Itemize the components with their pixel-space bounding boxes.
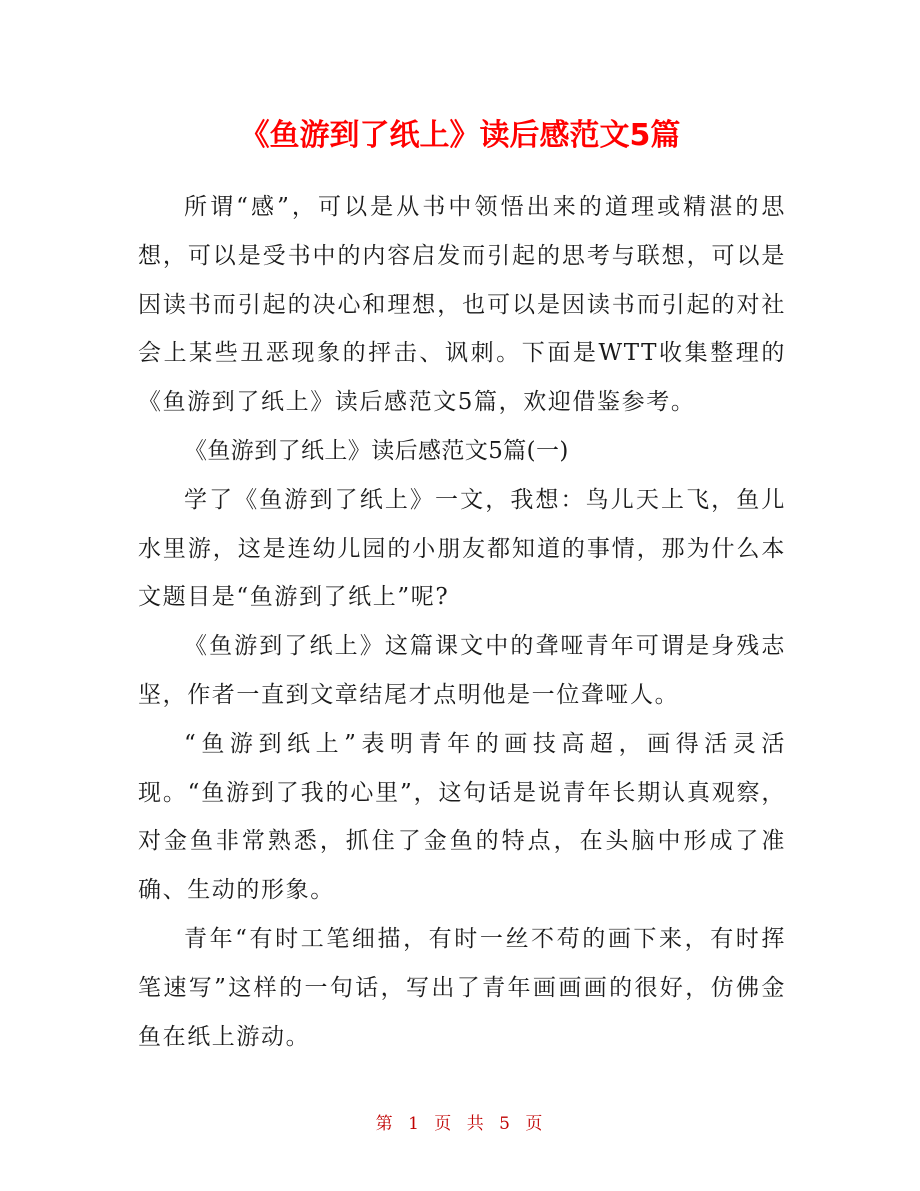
body-paragraph: 青年“有时工笔细描，有时一丝不苟的画下来，有时挥笔速写”这样的一句话，写出了青年画画画的很好，仿佛金鱼在纸上游动。 [138, 925, 786, 1050]
section-heading: 《鱼游到了纸上》读后感范文5篇(一) [184, 437, 569, 464]
document-title: 《鱼游到了纸上》读后感范文5篇 [239, 118, 681, 153]
page-footer: 第 1 页 共 5 页 [375, 1114, 545, 1134]
body-paragraph: 《鱼游到了纸上》这篇课文中的聋哑青年可谓是身残志坚，作者一直到文章结尾才点明他是一位聋哑人。 [138, 633, 786, 708]
intro-paragraph: 所谓“感”，可以是从书中领悟出来的道理或精湛的思想，可以是受书中的内容启发而引起的思考与联想，可以是因读书而引起的决心和理想，也可以是因读书而引起的对社会上某些丑恶现象的抨击、讽刺。下面是WTT收集整理的《鱼游到了纸上》读后感范文5篇，欢迎借鉴参考。 [138, 194, 786, 416]
body-paragraph: “鱼游到纸上”表明青年的画技高超，画得活灵活现。“鱼游到了我的心里”，这句话是说青年长期认真观察，对金鱼非常熟悉，抓住了金鱼的特点，在头脑中形成了准确、生动的形象。 [138, 730, 786, 904]
body-paragraph: 学了《鱼游到了纸上》一文，我想：鸟儿天上飞，鱼儿水里游，这是连幼儿园的小朋友都知道的事情，那为什么本文题目是“鱼游到了纸上”呢? [138, 486, 786, 611]
document-body [138, 183, 786, 1061]
